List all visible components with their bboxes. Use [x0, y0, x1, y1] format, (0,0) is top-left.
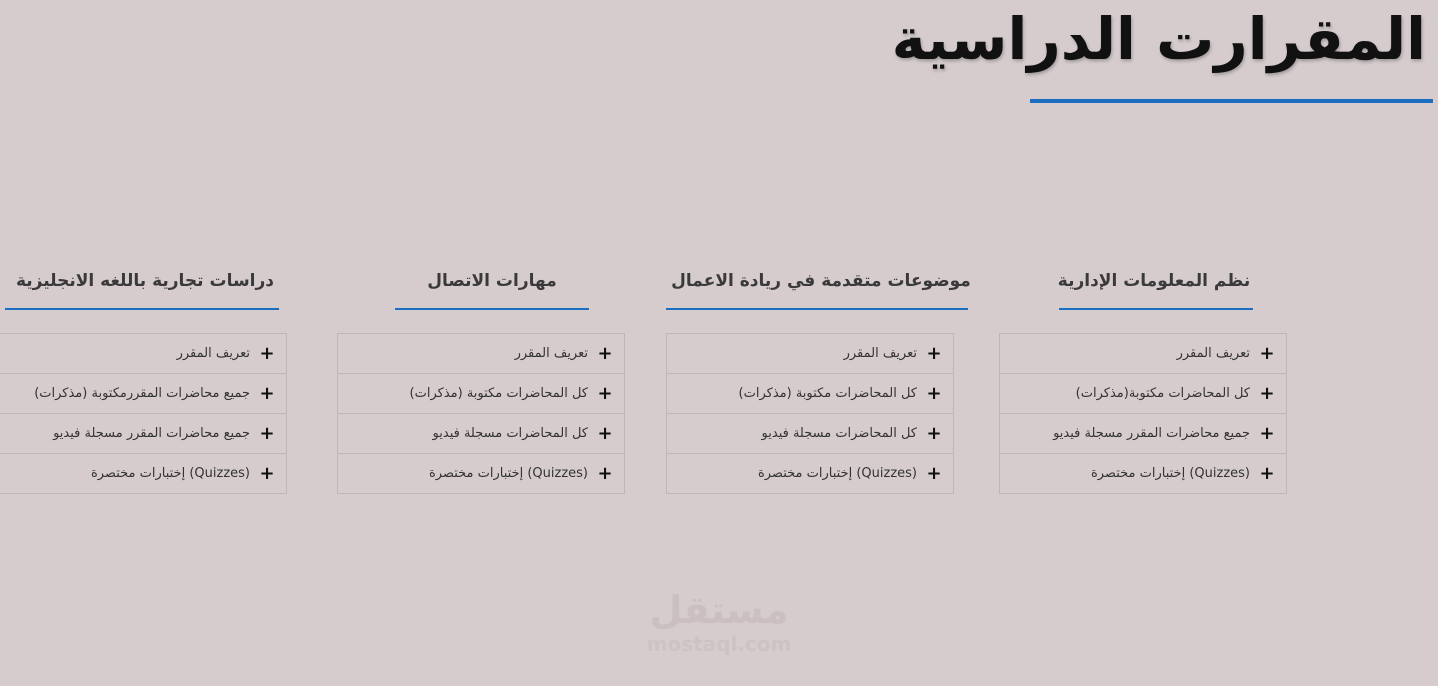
course-item-label: تعريف المقرر	[1176, 346, 1250, 361]
plus-icon: +	[259, 382, 275, 404]
plus-icon: +	[926, 342, 942, 364]
plus-icon: +	[926, 382, 942, 404]
course-item-notes[interactable]	[1000, 374, 1286, 414]
course-item-intro[interactable]	[0, 334, 286, 374]
course-title: نظم المعلومات الإدارية	[1057, 271, 1251, 291]
course-items-list	[337, 333, 625, 494]
course-card-business-english	[0, 262, 286, 484]
course-header	[337, 262, 647, 312]
course-item-label: تعريف المقرر	[176, 346, 250, 361]
course-title: دراسات تجارية باللغه الانجليزية	[15, 271, 275, 291]
plus-icon: +	[926, 422, 942, 444]
plus-icon: +	[1259, 422, 1275, 444]
course-items-list	[999, 333, 1287, 494]
course-item-quizzes[interactable]	[338, 454, 624, 494]
course-card-entrepreneurship	[666, 262, 971, 484]
plus-icon: +	[597, 422, 613, 444]
course-items-list	[666, 333, 954, 494]
plus-icon: +	[597, 462, 613, 484]
course-item-label: كل المحاضرات مكتوبة(مذكرات)	[1075, 386, 1250, 401]
course-item-intro[interactable]	[667, 334, 953, 374]
course-item-label: كل المحاضرات مسجلة فيديو	[761, 426, 917, 441]
course-item-intro[interactable]	[1000, 334, 1286, 374]
plus-icon: +	[259, 422, 275, 444]
course-title-underline	[395, 308, 589, 310]
course-items-list	[0, 333, 287, 494]
course-item-label: كل المحاضرات مكتوبة (مذكرات)	[409, 386, 588, 401]
course-item-notes[interactable]	[0, 374, 286, 414]
watermark-url: mostaql.com	[646, 632, 792, 656]
course-item-label: جميع محاضرات المقرر مسجلة فيديو	[1053, 426, 1250, 441]
course-header	[0, 262, 290, 312]
plus-icon: +	[597, 342, 613, 364]
course-title: موضوعات متقدمة في ريادة الاعمال	[671, 271, 971, 291]
page-title: المقرارت الدراسية	[891, 5, 1426, 73]
watermark-logo: مستقل	[649, 588, 789, 632]
course-item-quizzes[interactable]	[0, 454, 286, 494]
course-item-videos[interactable]	[338, 414, 624, 454]
course-item-label: كل المحاضرات مكتوبة (مذكرات)	[738, 386, 917, 401]
course-title: مهارات الاتصال	[427, 271, 557, 291]
course-item-label: (Quizzes) إختبارات مختصرة	[1090, 466, 1250, 481]
course-title-underline	[666, 308, 968, 310]
plus-icon: +	[1259, 342, 1275, 364]
course-item-label: جميع محاضرات المقررمكتوبة (مذكرات)	[34, 386, 250, 401]
course-item-label: (Quizzes) إختبارات مختصرة	[90, 466, 250, 481]
page-title-block	[891, 0, 1426, 78]
plus-icon: +	[1259, 462, 1275, 484]
plus-icon: +	[259, 342, 275, 364]
course-title-underline	[1059, 308, 1253, 310]
plus-icon: +	[926, 462, 942, 484]
page-title-underline	[1030, 99, 1433, 103]
course-item-label: تعريف المقرر	[843, 346, 917, 361]
course-item-videos[interactable]	[0, 414, 286, 454]
course-item-label: (Quizzes) إختبارات مختصرة	[757, 466, 917, 481]
course-title-underline	[5, 308, 279, 310]
course-item-label: تعريف المقرر	[514, 346, 588, 361]
course-item-label: جميع محاضرات المقرر مسجلة فيديو	[53, 426, 250, 441]
course-header	[666, 262, 976, 312]
plus-icon: +	[1259, 382, 1275, 404]
course-item-label: كل المحاضرات مسجلة فيديو	[432, 426, 588, 441]
course-header	[999, 262, 1309, 312]
course-item-notes[interactable]	[667, 374, 953, 414]
plus-icon: +	[597, 382, 613, 404]
course-item-intro[interactable]	[338, 334, 624, 374]
course-item-notes[interactable]	[338, 374, 624, 414]
course-card-communication	[337, 262, 624, 484]
course-item-label: (Quizzes) إختبارات مختصرة	[428, 466, 588, 481]
course-item-quizzes[interactable]	[1000, 454, 1286, 494]
course-item-videos[interactable]	[667, 414, 953, 454]
watermark	[632, 588, 806, 656]
course-item-videos[interactable]	[1000, 414, 1286, 454]
plus-icon: +	[259, 462, 275, 484]
course-item-quizzes[interactable]	[667, 454, 953, 494]
course-card-mis	[999, 262, 1286, 484]
